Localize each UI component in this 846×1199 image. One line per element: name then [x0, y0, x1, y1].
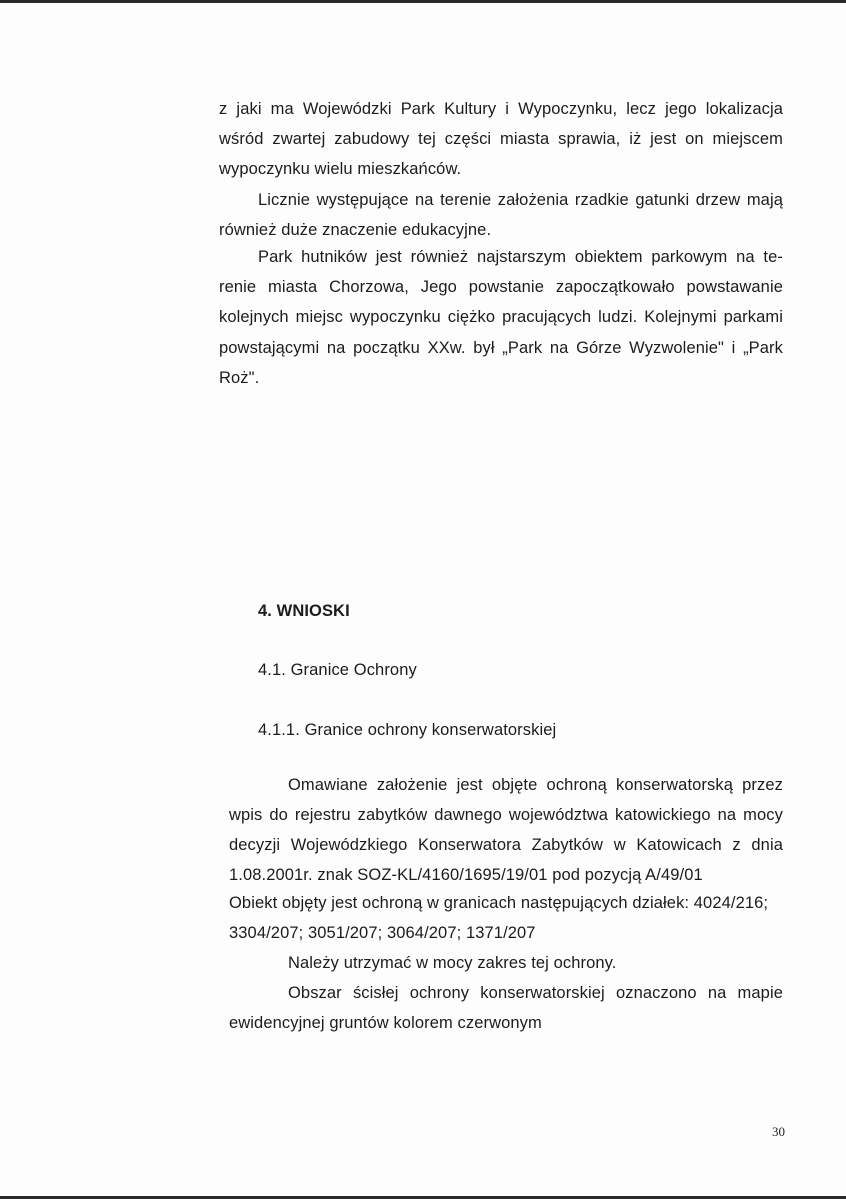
- paragraph-3-line-2: renie miasta Chorzowa, Jego powstanie zapoczątkowało powstawanie: [219, 278, 783, 296]
- paragraph-4-line-5: Obiekt objęty jest ochroną w granicach następujących działek: 4024/216;: [229, 894, 769, 912]
- paragraph-6-line-1: Obszar ścisłej ochrony konserwatorskiej oznaczono na mapie: [288, 984, 783, 1002]
- paragraph-1-line-3: wypoczynku wielu mieszkańców.: [219, 160, 462, 178]
- paragraph-3-line-3: kolejnych miejsc wypoczynku ciężko pracujących ludzi. Kolejnymi parkami: [219, 308, 783, 326]
- subsubsection-heading: 4.1.1. Granice ochrony konserwatorskiej: [258, 721, 557, 739]
- paragraph-5: Należy utrzymać w mocy zakres tej ochrony.: [288, 954, 617, 972]
- paragraph-3-line-5: Roż".: [219, 369, 260, 387]
- paragraph-2-line-2: również duże znaczenie edukacyjne.: [219, 221, 492, 239]
- scan-edge-top: [0, 0, 846, 3]
- paragraph-1-line-1: z jaki ma Wojewódzki Park Kultury i Wypoczynku, lecz jego lokalizacja: [219, 100, 783, 118]
- paragraph-6-line-2: ewidencyjnej gruntów kolorem czerwonym: [229, 1014, 542, 1032]
- paragraph-4-line-1: Omawiane założenie jest objęte ochroną konserwatorską przez: [288, 776, 783, 794]
- paragraph-4-line-3: decyzji Wojewódzkiego Konserwatora Zabytków w Katowicach z dnia: [229, 836, 783, 854]
- paragraph-3-line-1: Park hutników jest również najstarszym obiektem parkowym na te-: [258, 248, 783, 266]
- paragraph-4-line-4: 1.08.2001r. znak SOZ-KL/4160/1695/19/01 pod pozycją A/49/01: [229, 866, 703, 884]
- paragraph-2-line-1: Licznie występujące na terenie założenia rzadkie gatunki drzew mają: [258, 191, 783, 209]
- subsection-heading: 4.1. Granice Ochrony: [258, 661, 417, 679]
- paragraph-4-line-6: 3304/207; 3051/207; 3064/207; 1371/207: [229, 924, 536, 942]
- section-heading: 4. WNIOSKI: [258, 602, 350, 620]
- paragraph-4-line-2: wpis do rejestru zabytków dawnego województwa katowickiego na mocy: [229, 806, 783, 824]
- paragraph-1-line-2: wśród zwartej zabudowy tej części miasta sprawia, iż jest on miejscem: [219, 130, 783, 148]
- paragraph-3-line-4: powstającymi na początku XXw. był „Park na Górze Wyzwolenie" i „Park: [219, 339, 783, 357]
- page-number: 30: [772, 1124, 785, 1139]
